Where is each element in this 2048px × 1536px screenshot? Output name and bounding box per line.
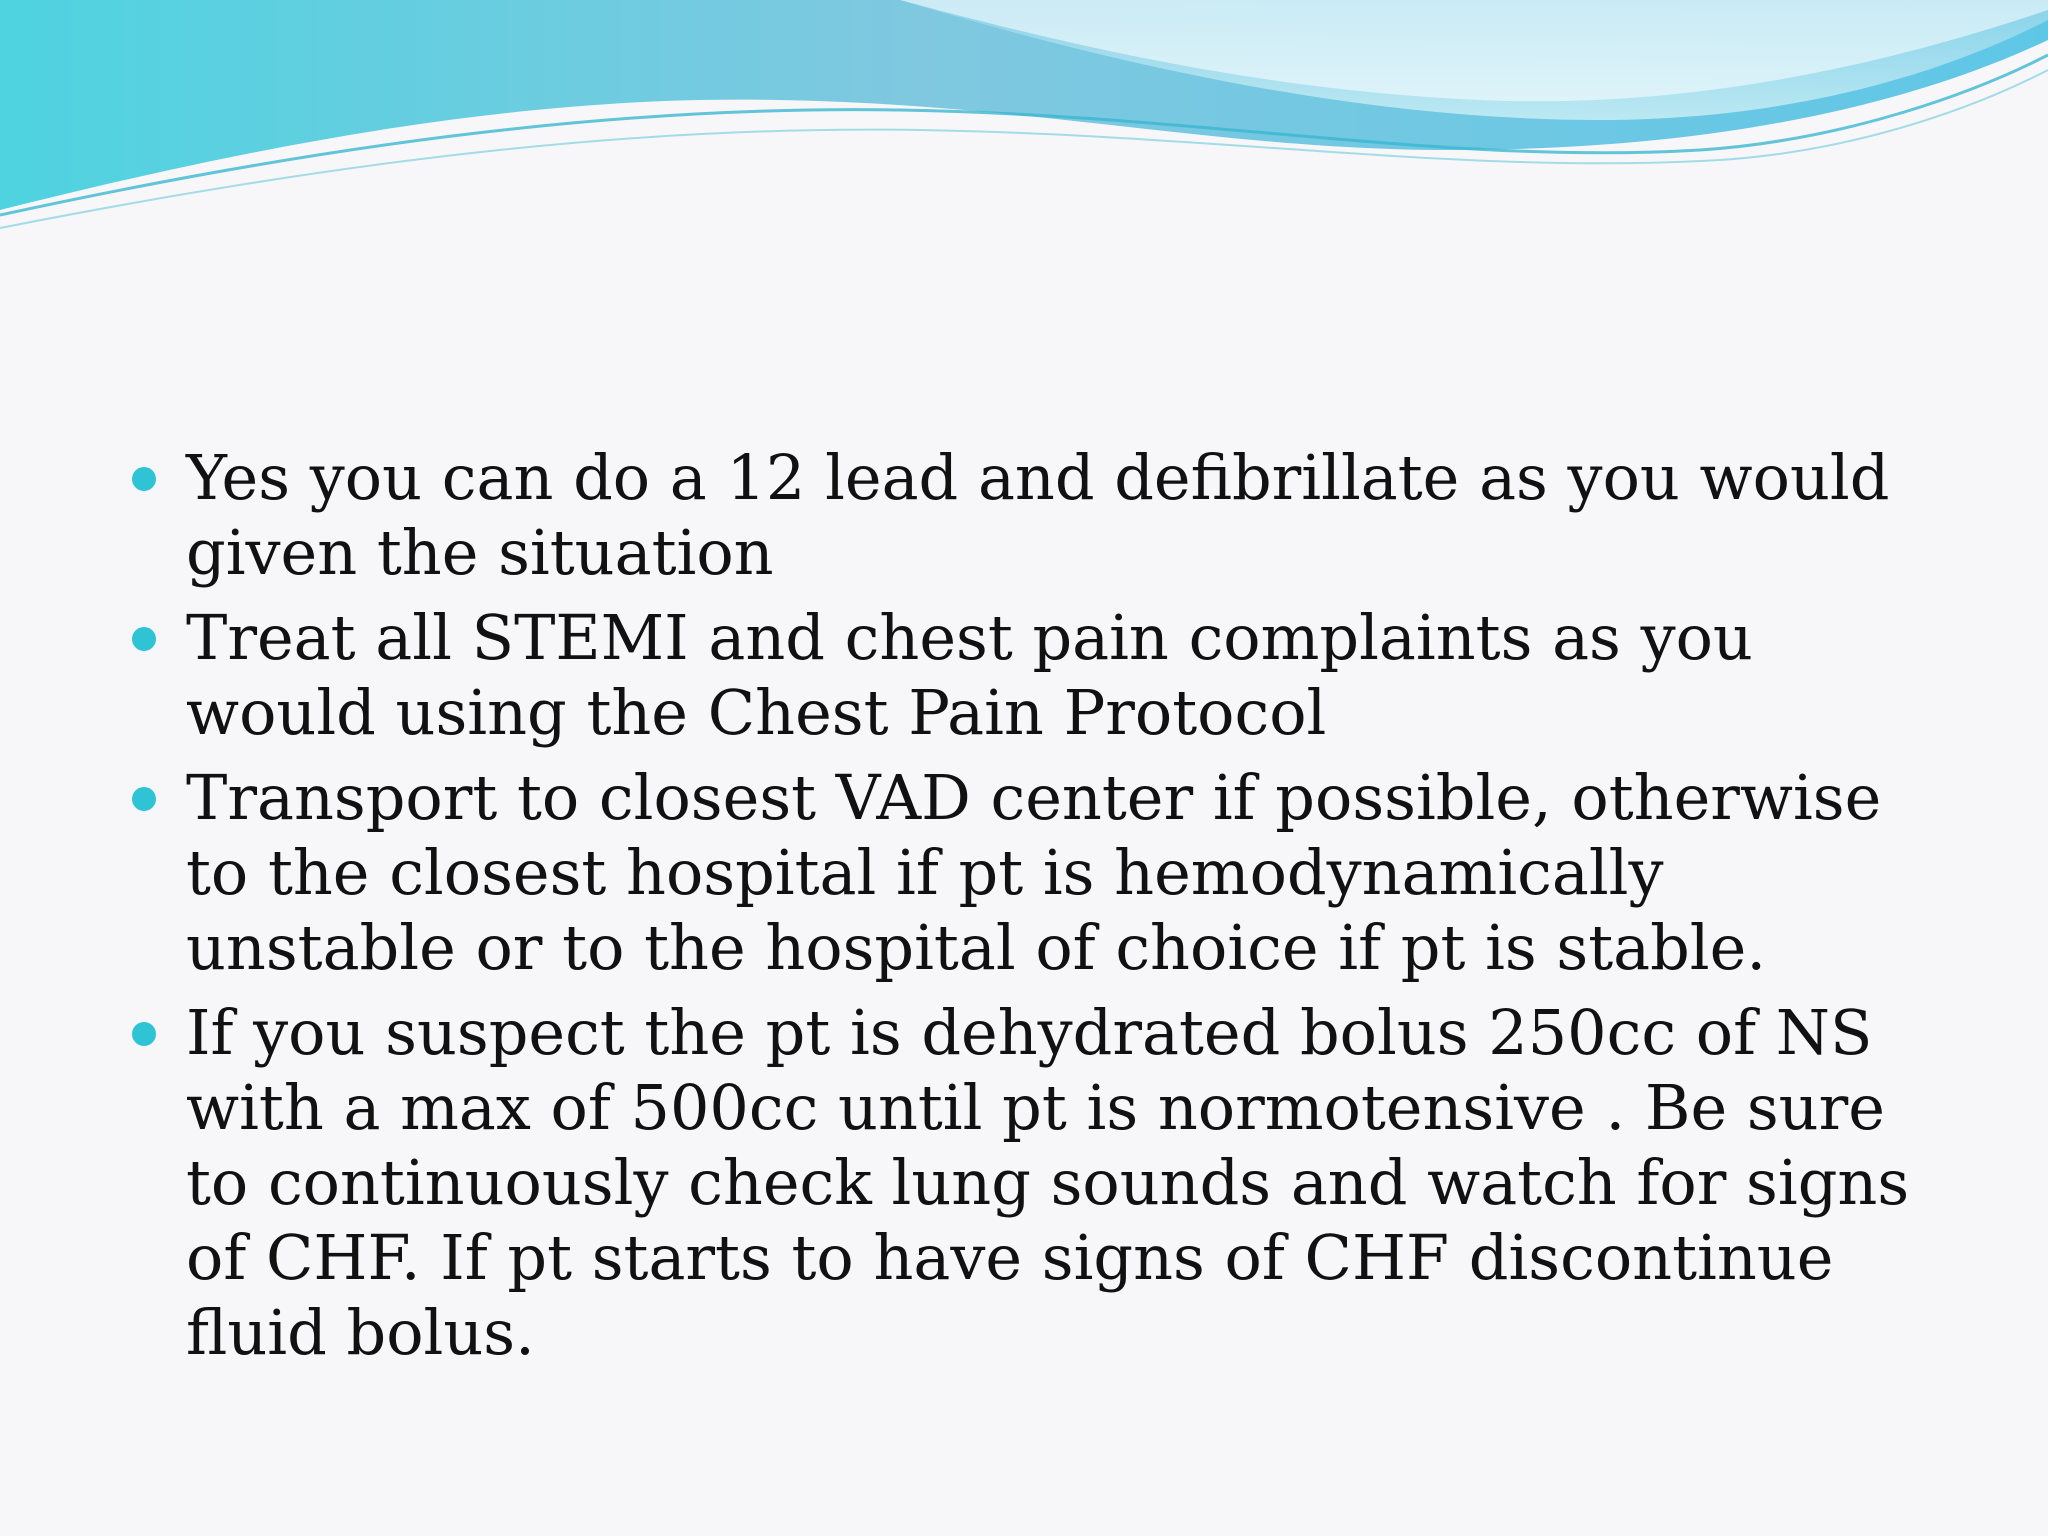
bullet-item: [130, 760, 1930, 985]
bullet-item: [130, 995, 1930, 1370]
bullet-text: Yes you can do a 12 lead and defibrillate as you would given the situation: [186, 441, 1890, 589]
bullet-text: Treat all STEMI and chest pain complaints as you would using the Chest Pain Protocol: [186, 601, 1753, 749]
bullet-dot-icon: [132, 787, 156, 811]
bullet-item: [130, 440, 1930, 590]
bullet-dot-icon: [132, 627, 156, 651]
bullet-item: [130, 600, 1930, 750]
bullet-dot-icon: [132, 467, 156, 491]
bullet-text: If you suspect the pt is dehydrated bolus 250cc of NS with a max of 500cc until pt is normotensive . Be sure to continuously check lung sounds and watch for signs of CHF. If pt starts to have signs of CHF discontinue fluid bolus.: [186, 996, 1910, 1369]
header-wave-decoration: [0, 0, 2048, 260]
bullet-text: Transport to closest VAD center if possible, otherwise to the closest hospital if pt is hemodynamically unstable or to the hospital of choice if pt is stable.: [186, 761, 1882, 984]
bullet-dot-icon: [132, 1022, 156, 1046]
bullet-list: [130, 440, 1930, 1380]
